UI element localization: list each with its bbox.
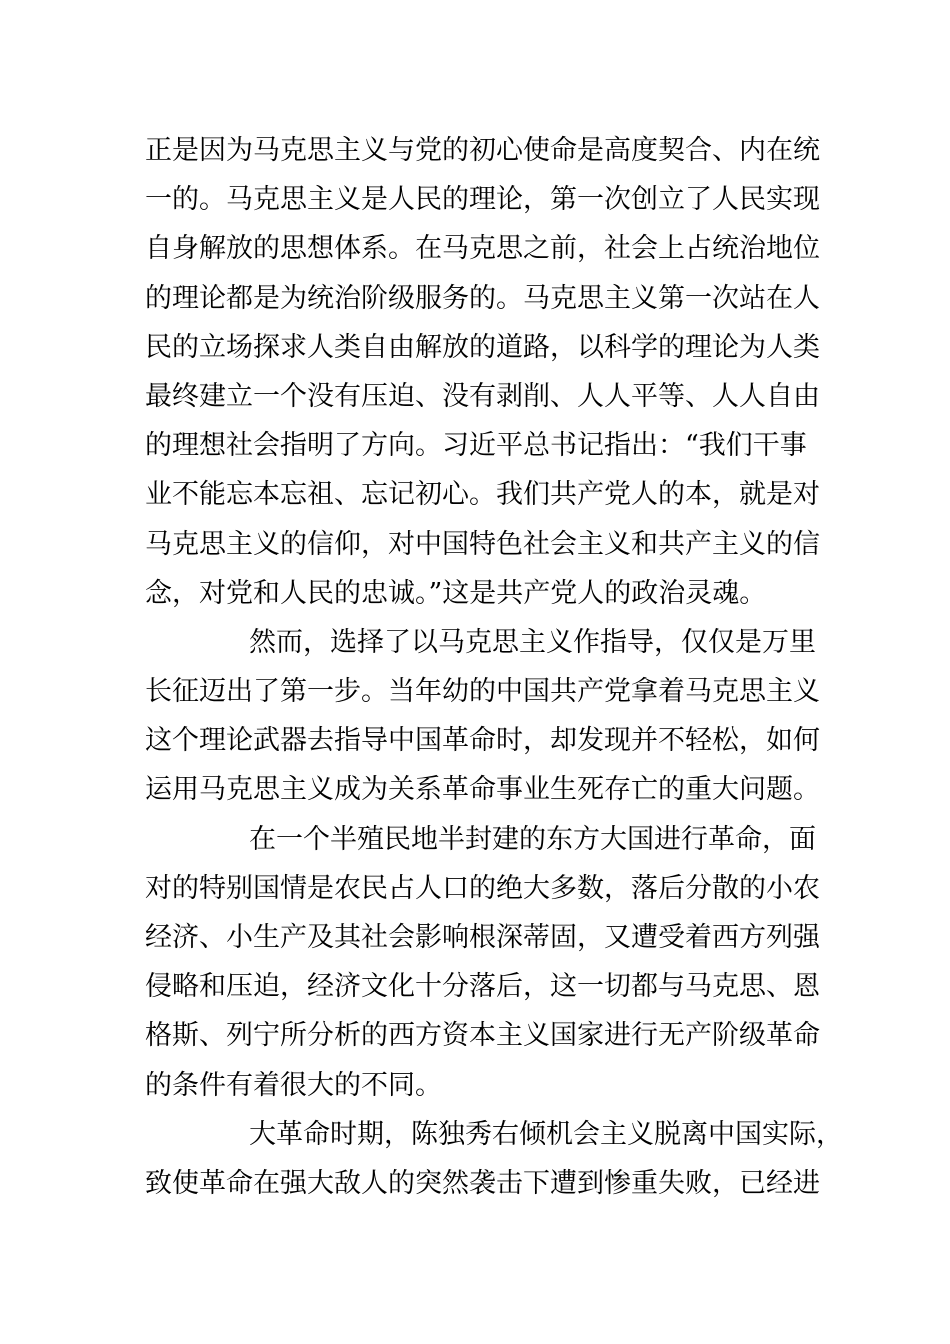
text-line: 的理想社会指明了方向。习近平总书记指出：“我们干事: [145, 430, 807, 462]
text-line: 自身解放的思想体系。在马克思之前，社会上占统治地位: [145, 233, 820, 265]
text-line: 在一个半殖民地半封建的东方大国进行革命，面: [249, 823, 816, 855]
text-line: 运用马克思主义成为关系革命事业生死存亡的重大问题。: [145, 774, 820, 806]
text-line: 正是因为马克思主义与党的初心使命是高度契合、内在统: [145, 135, 820, 166]
text-line: 经济、小生产及其社会影响根深蒂固，又遭受着西方列强: [145, 922, 820, 953]
text-line: 这个理论武器去指导中国革命时，却发现并不轻松，如何: [145, 725, 820, 757]
text-line: 业不能忘本忘祖、忘记初心。我们共产党人的本，就是对: [145, 479, 820, 511]
text-line: 念，对党和人民的忠诚。”这是共产党人的政治灵魂。: [145, 577, 767, 609]
text-line: 大革命时期，陈独秀右倾机会主义脱离中国实际，: [249, 1118, 843, 1150]
text-line: 长征迈出了第一步。当年幼的中国共产党拿着马克思主义: [145, 676, 820, 708]
text-line: 致使革命在强大敌人的突然袭击下遭到惨重失败，已经进: [145, 1167, 820, 1199]
text-line: 一的。马克思主义是人民的理论，第一次创立了人民实现: [145, 184, 820, 216]
text-line: 马克思主义的信仰，对中国特色社会主义和共产主义的信: [145, 528, 820, 560]
text-line: 民的立场探求人类自由解放的道路，以科学的理论为人类: [145, 331, 820, 363]
text-line: 然而，选择了以马克思主义作指导，仅仅是万里: [249, 626, 816, 658]
text-line: 的条件有着很大的不同。: [145, 1069, 442, 1101]
text-line: 侵略和压迫，经济文化十分落后，这一切都与马克思、恩: [145, 971, 820, 1003]
text-line: 的理论都是为统治阶级服务的。马克思主义第一次站在人: [145, 282, 820, 314]
text-line: 最终建立一个没有压迫、没有剥削、人人平等、人人自由: [145, 380, 820, 412]
text-line: 格斯、列宁所分析的西方资本主义国家进行无产阶级革命: [145, 1020, 820, 1052]
text-line: 对的特别国情是农民占人口的绝大多数，落后分散的小农: [145, 872, 820, 904]
body-text: [145, 126, 843, 1208]
